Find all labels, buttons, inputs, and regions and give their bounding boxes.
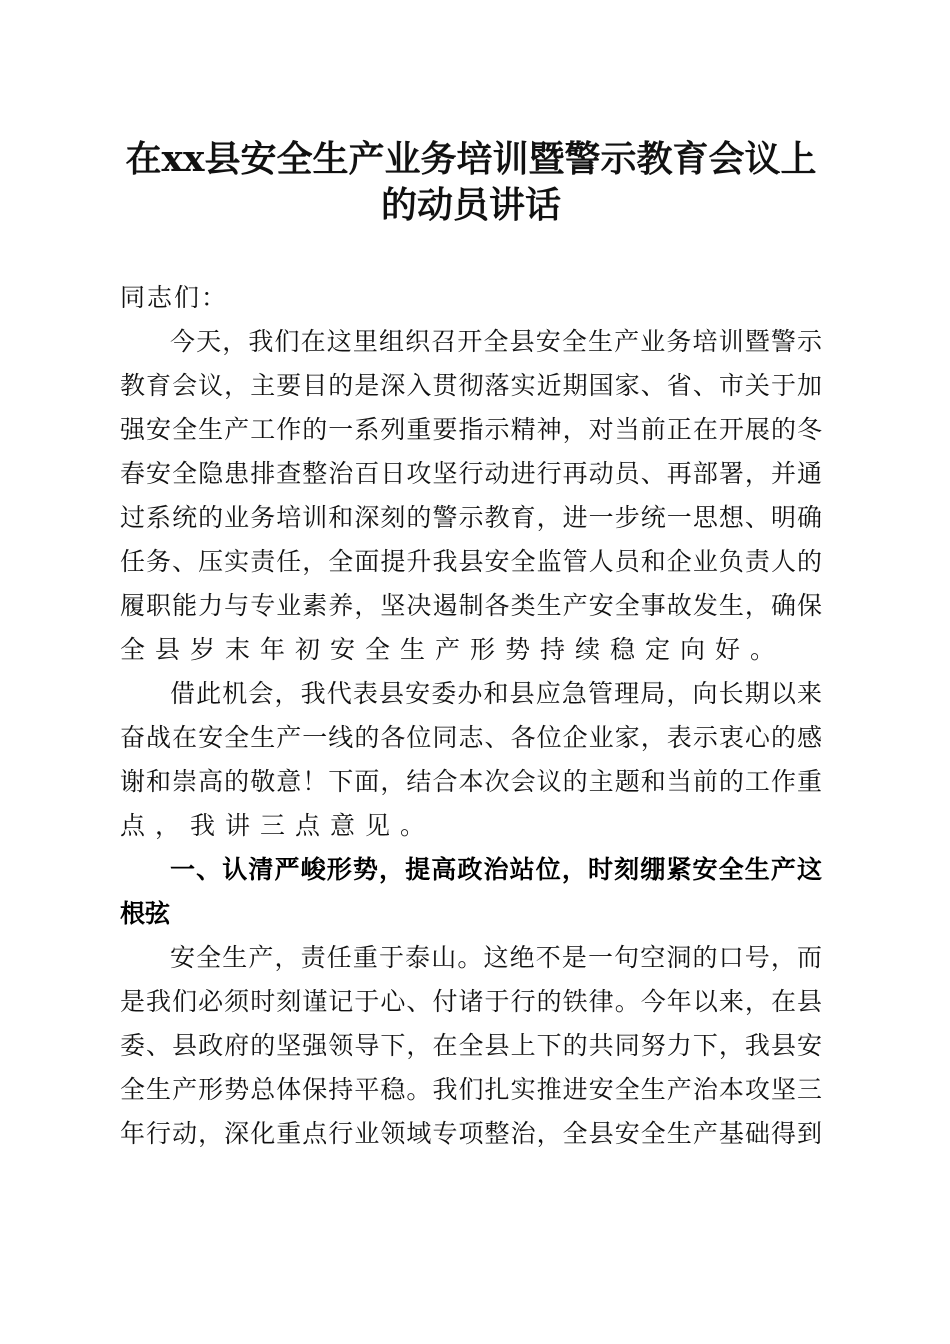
paragraph-line: 是我们必须时刻谨记于心、付诸于行的铁律。今年以来，在县 <box>120 987 822 1016</box>
paragraph-thanks <box>120 672 822 848</box>
heading-line: 一、认清严峻形势，提高政治站位，时刻绷紧安全生产这 <box>170 855 822 884</box>
paragraph-line: 履职能力与专业素养，坚决遏制各类生产安全事故发生，确保 <box>120 591 822 620</box>
section-heading-1 <box>120 848 822 936</box>
paragraph-line: 全县岁末年初安全生产形势持续稳定向好。 <box>120 635 786 664</box>
paragraph-line: 教育会议，主要目的是深入贯彻落实近期国家、省、市关于加 <box>120 371 822 400</box>
paragraph-line: 强安全生产工作的一系列重要指示精神，对当前正在开展的冬 <box>120 415 822 444</box>
paragraph-line: 点，我讲三点意见。 <box>120 811 436 840</box>
title-line-2: 的动员讲话 <box>380 184 561 226</box>
paragraph-section-1 <box>120 936 822 1156</box>
heading-line: 根弦 <box>120 899 171 928</box>
paragraph-line: 过系统的业务培训和深刻的警示教育，进一步统一思想、明确 <box>120 503 822 532</box>
paragraph-line: 春安全隐患排查整治百日攻坚行动进行再动员、再部署，并通 <box>120 459 822 488</box>
paragraph-line: 借此机会，我代表县安委办和县应急管理局，向长期以来 <box>170 679 822 708</box>
paragraph-line: 年行动，深化重点行业领域专项整治，全县安全生产基础得到 <box>120 1119 822 1148</box>
paragraph-line: 委、县政府的坚强领导下，在全县上下的共同努力下，我县安 <box>120 1031 822 1060</box>
paragraph-line: 安全生产，责任重于泰山。这绝不是一句空洞的口号，而 <box>170 943 822 972</box>
paragraph-line: 谢和崇高的敬意！下面，结合本次会议的主题和当前的工作重 <box>120 767 822 796</box>
salutation: 同志们： <box>120 283 229 312</box>
paragraph-line: 全生产形势总体保持平稳。我们扎实推进安全生产治本攻坚三 <box>120 1075 822 1104</box>
document-body <box>120 276 822 1156</box>
paragraph-line: 今天，我们在这里组织召开全县安全生产业务培训暨警示 <box>170 327 822 356</box>
paragraph-line: 奋战在安全生产一线的各位同志、各位企业家，表示衷心的感 <box>120 723 822 752</box>
document-title <box>120 136 822 228</box>
title-line-1: 在xx县安全生产业务培训暨警示教育会议上 <box>125 138 817 180</box>
paragraph-opening <box>120 320 822 672</box>
paragraph-line: 任务、压实责任，全面提升我县安全监管人员和企业负责人的 <box>120 547 822 576</box>
